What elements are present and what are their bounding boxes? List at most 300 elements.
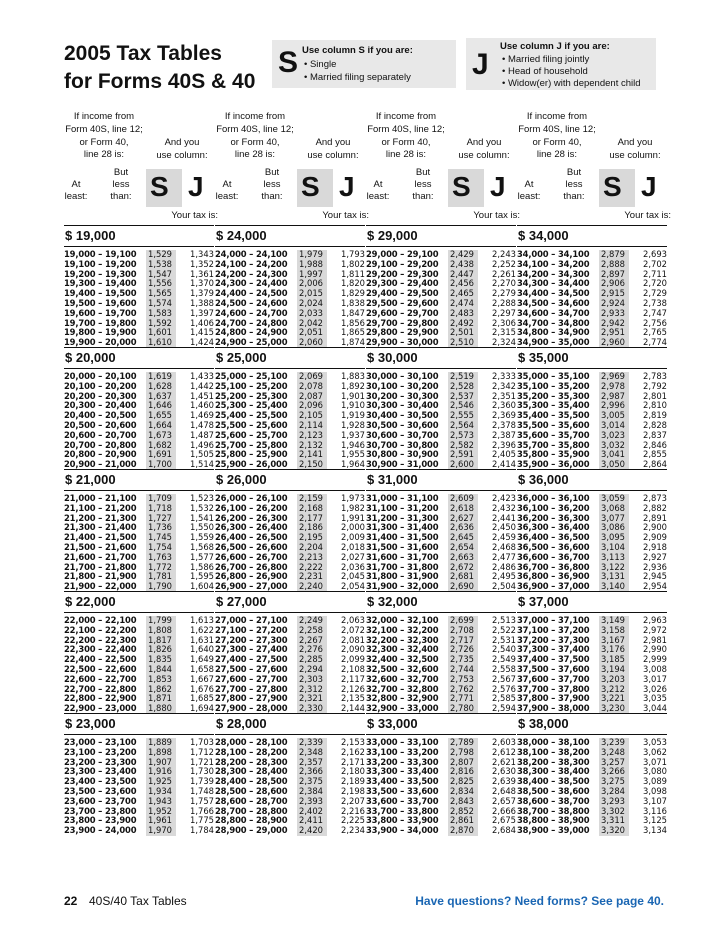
tax-j-value: 1,901 [341, 390, 365, 401]
income-range: 36,900 – 37,000 [517, 581, 590, 592]
table-row [366, 826, 516, 836]
income-range: 37,300 – 37,400 [517, 644, 590, 655]
income-range: 31,200 – 31,300 [366, 512, 439, 523]
income-range: 22,200 – 22,300 [64, 634, 137, 645]
income-range: 31,100 – 31,200 [366, 502, 439, 513]
income-range: 23,500 – 23,600 [64, 785, 137, 796]
tax-s-value: 2,825 [448, 777, 478, 787]
tax-j-value: 2,441 [492, 512, 516, 523]
tax-j-value: 2,306 [492, 317, 516, 328]
income-range: 26,400 – 26,500 [215, 532, 288, 543]
tax-j-value: 2,126 [341, 683, 365, 694]
income-range: 29,200 – 29,300 [366, 268, 439, 279]
tax-j-value: 2,630 [492, 766, 516, 777]
at-least-label: least: [517, 191, 541, 202]
at-least-label: least: [64, 191, 88, 202]
tax-j-value: 1,577 [190, 551, 214, 562]
income-range: 20,500 – 20,600 [64, 419, 137, 430]
block-heading: $ 30,000 [366, 347, 516, 369]
tax-j-value: 2,054 [341, 581, 365, 592]
tax-s-value: 3,266 [599, 767, 629, 777]
tax-j-value: 2,612 [492, 746, 516, 757]
tax-j-value: 2,900 [643, 522, 667, 533]
column-j-letter: J [641, 171, 657, 202]
tax-j-value: 2,450 [492, 522, 516, 533]
tax-s-value: 2,348 [297, 748, 327, 758]
tax-j-value: 1,802 [341, 258, 365, 269]
tax-s-value: 2,474 [448, 299, 478, 309]
tax-j-value: 1,388 [190, 297, 214, 308]
income-range: 25,300 – 25,400 [215, 400, 288, 411]
tax-s-value: 1,529 [146, 250, 176, 260]
income-range: 19,400 – 19,500 [64, 288, 137, 299]
table-block [0, 347, 728, 469]
block-rows [366, 494, 516, 592]
tax-j-value: 2,783 [643, 371, 667, 381]
tax-j-value: 2,270 [492, 278, 516, 289]
block-rows [517, 250, 667, 348]
tax-s-value: 2,834 [448, 787, 478, 797]
table-column [215, 347, 365, 469]
tax-s-value: 2,123 [297, 431, 327, 441]
if-income-label: line 28 is: [234, 149, 276, 161]
tax-j-value: 1,973 [341, 493, 365, 503]
tax-s-value: 2,285 [297, 655, 327, 665]
if-income-label: or Form 40, [381, 136, 431, 148]
if-income-label: Form 40S, line 12; [518, 123, 596, 135]
tax-s-value: 2,690 [448, 582, 478, 592]
tax-j-value: 1,460 [190, 400, 214, 411]
tax-s-value: 3,275 [599, 777, 629, 787]
tax-j-value: 2,810 [643, 400, 667, 411]
income-range: 38,800 – 38,900 [517, 815, 590, 826]
income-range: 19,600 – 19,700 [64, 307, 137, 318]
legend-s [272, 40, 456, 88]
tax-s-value: 2,186 [297, 523, 327, 533]
tax-j-value: 2,369 [492, 410, 516, 421]
tax-j-value: 2,738 [643, 297, 667, 308]
legend-j-letter: J [472, 48, 489, 81]
tax-j-value: 3,053 [643, 737, 667, 747]
income-range: 35,500 – 35,600 [517, 419, 590, 430]
tax-s-value: 1,961 [146, 816, 176, 826]
tax-j-value: 1,451 [190, 390, 214, 401]
tax-j-value: 2,216 [341, 805, 365, 816]
table-column [64, 347, 214, 469]
tax-j-value: 2,864 [643, 459, 667, 470]
income-range: 24,500 – 24,600 [215, 297, 288, 308]
tax-j-value: 3,125 [643, 815, 667, 826]
tax-s-value: 2,231 [297, 572, 327, 582]
income-range: 29,800 – 29,900 [366, 327, 439, 338]
income-range: 27,800 – 27,900 [215, 693, 288, 704]
table-column [215, 225, 365, 347]
tax-j-value: 2,297 [492, 307, 516, 318]
tax-s-value: 1,817 [146, 636, 176, 646]
tax-s-value: 2,852 [448, 807, 478, 817]
tax-j-value: 2,711 [643, 268, 667, 279]
tax-s-value: 3,068 [599, 504, 629, 514]
tax-s-value: 1,700 [146, 460, 176, 470]
income-range: 20,700 – 20,800 [64, 439, 137, 450]
table-column [517, 713, 667, 835]
tax-j-value: 1,568 [190, 541, 214, 552]
at-least-label: least: [366, 191, 390, 202]
tax-s-value: 1,844 [146, 665, 176, 675]
tax-s-value: 2,096 [297, 401, 327, 411]
tax-j-value: 2,189 [341, 776, 365, 787]
table-block [0, 469, 728, 591]
tax-s-value: 1,709 [146, 494, 176, 504]
and-you-label: use column: [609, 149, 661, 161]
income-range: 32,900 – 33,000 [366, 703, 439, 714]
income-range: 38,300 – 38,400 [517, 766, 590, 777]
tax-j-value: 3,017 [643, 673, 667, 684]
tax-j-value: 1,343 [190, 249, 214, 259]
income-range: 35,100 – 35,200 [517, 380, 590, 391]
tax-s-value: 2,933 [599, 309, 629, 319]
if-income-label: line 28 is: [536, 149, 578, 161]
tax-s-value: 2,078 [297, 382, 327, 392]
tax-j-value: 1,757 [190, 795, 214, 806]
tax-s-value: 1,637 [146, 392, 176, 402]
income-range: 26,000 – 26,100 [215, 493, 288, 503]
tax-j-value: 2,855 [643, 449, 667, 460]
tax-s-value: 1,925 [146, 777, 176, 787]
income-range: 30,500 – 30,600 [366, 419, 439, 430]
tax-j-value: 1,856 [341, 317, 365, 328]
column-j-letter: J [490, 171, 506, 202]
income-range: 34,100 – 34,200 [517, 258, 590, 269]
tax-j-value: 1,352 [190, 258, 214, 269]
tax-j-value: 2,135 [341, 693, 365, 704]
tax-j-value: 2,405 [492, 449, 516, 460]
tax-s-value: 1,943 [146, 797, 176, 807]
tax-s-value: 2,177 [297, 514, 327, 524]
tax-s-value: 2,249 [297, 616, 327, 626]
tax-j-value: 2,693 [643, 249, 667, 259]
income-range: 30,000 – 30,100 [366, 371, 439, 381]
legend-s-heading: Use column S if you are: [302, 45, 413, 56]
income-range: 26,300 – 26,400 [215, 522, 288, 533]
tax-s-value: 3,149 [599, 616, 629, 626]
tax-j-value: 1,595 [190, 571, 214, 582]
tax-j-value: 1,775 [190, 815, 214, 826]
income-range: 34,300 – 34,400 [517, 278, 590, 289]
income-range: 24,700 – 24,800 [215, 317, 288, 328]
income-range: 19,000 – 19,100 [64, 249, 137, 259]
tax-j-value: 2,225 [341, 815, 365, 826]
tax-s-value: 3,104 [599, 543, 629, 553]
tax-j-value: 2,243 [492, 249, 516, 259]
block-rows [64, 250, 214, 348]
income-range: 24,300 – 24,400 [215, 278, 288, 289]
income-range: 19,900 – 20,000 [64, 337, 137, 348]
tax-j-value: 1,406 [190, 317, 214, 328]
income-range: 26,700 – 26,800 [215, 561, 288, 572]
income-range: 21,200 – 21,300 [64, 512, 137, 523]
block-heading: $ 25,000 [215, 347, 365, 369]
block-rows [64, 738, 214, 836]
tax-j-value: 2,666 [492, 805, 516, 816]
income-range: 30,800 – 30,900 [366, 449, 439, 460]
tax-s-value: 1,907 [146, 758, 176, 768]
tax-s-value: 3,140 [599, 582, 629, 592]
tax-s-value: 2,888 [599, 260, 629, 270]
income-range: 33,500 – 33,600 [366, 785, 439, 796]
income-range: 33,300 – 33,400 [366, 766, 439, 777]
block-rows [517, 372, 667, 470]
tax-s-value: 2,942 [599, 319, 629, 329]
tax-s-value: 2,483 [448, 309, 478, 319]
tax-s-value: 2,366 [297, 767, 327, 777]
income-range: 34,800 – 34,900 [517, 327, 590, 338]
tax-s-value: 1,628 [146, 382, 176, 392]
income-range: 35,700 – 35,800 [517, 439, 590, 450]
tax-j-value: 3,044 [643, 703, 667, 714]
tax-j-value: 3,062 [643, 746, 667, 757]
tax-j-value: 2,342 [492, 380, 516, 391]
tax-s-value: 2,195 [297, 533, 327, 543]
tax-s-value: 1,547 [146, 270, 176, 280]
tax-j-value: 2,891 [643, 512, 667, 523]
income-range: 21,500 – 21,600 [64, 541, 137, 552]
tax-j-value: 1,487 [190, 429, 214, 440]
income-range: 36,600 – 36,700 [517, 551, 590, 562]
income-range: 22,500 – 22,600 [64, 663, 137, 674]
table-column [215, 713, 365, 835]
tax-j-value: 2,378 [492, 419, 516, 430]
tax-j-value: 1,505 [190, 449, 214, 460]
income-range: 32,500 – 32,600 [366, 663, 439, 674]
tax-j-value: 1,640 [190, 644, 214, 655]
income-range: 33,900 – 34,000 [366, 825, 439, 836]
block-rows [366, 738, 516, 836]
footer-help-link[interactable]: Have questions? Need forms? See page 40. [415, 894, 664, 908]
at-least-label: At [222, 179, 232, 190]
income-range: 28,400 – 28,500 [215, 776, 288, 787]
income-range: 20,800 – 20,900 [64, 449, 137, 460]
but-less-label: than: [412, 191, 434, 202]
tax-j-value: 1,955 [341, 449, 365, 460]
tax-s-value: 2,393 [297, 797, 327, 807]
income-range: 19,300 – 19,400 [64, 278, 137, 289]
tax-s-value: 2,105 [297, 411, 327, 421]
tax-j-value: 2,756 [643, 317, 667, 328]
income-range: 19,500 – 19,600 [64, 297, 137, 308]
tax-s-value: 2,537 [448, 392, 478, 402]
tax-j-value: 1,874 [341, 337, 365, 348]
income-range: 33,100 – 33,200 [366, 746, 439, 757]
tax-s-value: 2,564 [448, 421, 478, 431]
at-least-label: At [373, 179, 383, 190]
table-block [0, 591, 728, 713]
tax-s-value: 1,916 [146, 767, 176, 777]
tax-j-value: 2,549 [492, 654, 516, 665]
at-least-label: least: [215, 191, 239, 202]
income-range: 32,400 – 32,500 [366, 654, 439, 665]
tax-s-value: 2,843 [448, 797, 478, 807]
income-range: 29,500 – 29,600 [366, 297, 439, 308]
block-heading: $ 23,000 [64, 713, 214, 735]
block-heading: $ 31,000 [366, 469, 516, 491]
tax-s-value: 2,240 [297, 582, 327, 592]
income-range: 29,900 – 30,000 [366, 337, 439, 348]
column-header [513, 107, 671, 225]
tax-j-value: 1,622 [190, 624, 214, 635]
income-range: 21,300 – 21,400 [64, 522, 137, 533]
income-range: 31,500 – 31,600 [366, 541, 439, 552]
income-range: 25,800 – 25,900 [215, 449, 288, 460]
tax-j-value: 2,333 [492, 371, 516, 381]
tax-s-value: 2,375 [297, 777, 327, 787]
legend-j-item-3: • Widow(er) with dependent child [502, 78, 641, 89]
income-range: 38,900 – 39,000 [517, 825, 590, 836]
tax-j-value: 2,045 [341, 571, 365, 582]
tax-j-value: 2,918 [643, 541, 667, 552]
income-range: 31,400 – 31,500 [366, 532, 439, 543]
tax-s-value: 2,789 [448, 738, 478, 748]
income-range: 38,500 – 38,600 [517, 785, 590, 796]
table-column [366, 225, 516, 347]
tax-s-value: 2,897 [599, 270, 629, 280]
income-range: 38,200 – 38,300 [517, 756, 590, 767]
tax-s-value: 2,663 [448, 553, 478, 563]
income-range: 24,900 – 25,000 [215, 337, 288, 348]
block-rows [215, 250, 365, 348]
tax-s-value: 2,510 [448, 338, 478, 348]
income-range: 32,200 – 32,300 [366, 634, 439, 645]
tax-s-value: 1,808 [146, 626, 176, 636]
income-range: 27,100 – 27,200 [215, 624, 288, 635]
tax-j-value: 1,433 [190, 371, 214, 381]
income-range: 32,300 – 32,400 [366, 644, 439, 655]
tax-j-value: 3,134 [643, 825, 667, 836]
tax-s-value: 2,258 [297, 626, 327, 636]
tax-s-value: 2,996 [599, 401, 629, 411]
income-range: 32,800 – 32,900 [366, 693, 439, 704]
block-rows [366, 372, 516, 470]
table-column [517, 347, 667, 469]
income-range: 38,700 – 38,800 [517, 805, 590, 816]
column-s-letter: S [603, 171, 622, 202]
tax-s-value: 2,051 [297, 328, 327, 338]
legend-s-letter: S [278, 46, 299, 79]
tax-j-value: 2,720 [643, 278, 667, 289]
tax-j-value: 2,774 [643, 337, 667, 348]
tax-j-value: 1,865 [341, 327, 365, 338]
and-you-label: And you [466, 137, 502, 148]
tax-s-value: 3,293 [599, 797, 629, 807]
income-range: 36,100 – 36,200 [517, 502, 590, 513]
income-range: 36,000 – 36,100 [517, 493, 590, 503]
tax-j-value: 1,676 [190, 683, 214, 694]
tax-s-value: 1,988 [297, 260, 327, 270]
tax-j-value: 1,361 [190, 268, 214, 279]
if-income-label: or Form 40, [79, 136, 129, 148]
but-less-label: than: [110, 191, 132, 202]
tax-s-value: 1,898 [146, 748, 176, 758]
table-column [366, 591, 516, 713]
income-range: 20,400 – 20,500 [64, 410, 137, 421]
income-range: 34,900 – 35,000 [517, 337, 590, 348]
tax-s-value: 1,538 [146, 260, 176, 270]
tax-j-value: 1,631 [190, 634, 214, 645]
block-rows [215, 372, 365, 470]
table-column [517, 469, 667, 591]
income-range: 35,600 – 35,700 [517, 429, 590, 440]
tax-s-value: 2,168 [297, 504, 327, 514]
tax-j-value: 2,828 [643, 419, 667, 430]
tax-s-value: 2,915 [599, 289, 629, 299]
income-range: 31,800 – 31,900 [366, 571, 439, 582]
tax-s-value: 2,573 [448, 431, 478, 441]
tax-s-value: 2,420 [297, 826, 327, 836]
tax-j-value: 1,847 [341, 307, 365, 318]
income-range: 21,000 – 21,100 [64, 493, 137, 503]
tax-s-value: 2,717 [448, 636, 478, 646]
income-range: 22,400 – 22,500 [64, 654, 137, 665]
block-heading: $ 28,000 [215, 713, 365, 735]
income-range: 37,800 – 37,900 [517, 693, 590, 704]
income-range: 28,000 – 28,100 [215, 737, 288, 747]
income-range: 19,700 – 19,800 [64, 317, 137, 328]
income-range: 33,800 – 33,900 [366, 815, 439, 826]
if-income-label: Form 40S, line 12; [367, 123, 445, 135]
tax-j-value: 2,090 [341, 644, 365, 655]
income-range: 26,100 – 26,200 [215, 502, 288, 513]
tax-s-value: 2,879 [599, 250, 629, 260]
table-column [215, 591, 365, 713]
tax-s-value: 3,167 [599, 636, 629, 646]
tax-s-value: 3,158 [599, 626, 629, 636]
tax-j-value: 2,702 [643, 258, 667, 269]
table-row [215, 826, 365, 836]
table-column [517, 591, 667, 713]
table-column [517, 225, 667, 347]
if-income-label: line 28 is: [385, 149, 427, 161]
income-range: 27,900 – 28,000 [215, 703, 288, 714]
tax-s-value: 2,582 [448, 441, 478, 451]
tax-s-value: 1,718 [146, 504, 176, 514]
tax-j-value: 2,423 [492, 493, 516, 503]
tax-j-value: 1,469 [190, 410, 214, 421]
income-range: 36,800 – 36,900 [517, 571, 590, 582]
tax-s-value: 2,528 [448, 382, 478, 392]
title-line-2: for Forms 40S & 40 [64, 70, 256, 93]
tax-j-value: 1,964 [341, 459, 365, 470]
tax-j-value: 2,801 [643, 390, 667, 401]
tax-j-value: 2,261 [492, 268, 516, 279]
tax-s-value: 2,519 [448, 372, 478, 382]
income-range: 23,700 – 23,800 [64, 805, 137, 816]
but-less-label: than: [261, 191, 283, 202]
table-column [366, 347, 516, 469]
block-heading: $ 29,000 [366, 225, 516, 247]
block-rows [64, 494, 214, 592]
tax-s-value: 3,041 [599, 450, 629, 460]
income-range: 24,600 – 24,700 [215, 307, 288, 318]
tax-s-value: 3,212 [599, 685, 629, 695]
footer-page-label: 40S/40 Tax Tables [89, 894, 187, 908]
tax-s-value: 2,114 [297, 421, 327, 431]
block-heading: $ 26,000 [215, 469, 365, 491]
income-range: 26,200 – 26,300 [215, 512, 288, 523]
income-range: 25,200 – 25,300 [215, 390, 288, 401]
tax-s-value: 3,005 [599, 411, 629, 421]
tax-s-value: 3,095 [599, 533, 629, 543]
income-range: 25,900 – 26,000 [215, 459, 288, 470]
